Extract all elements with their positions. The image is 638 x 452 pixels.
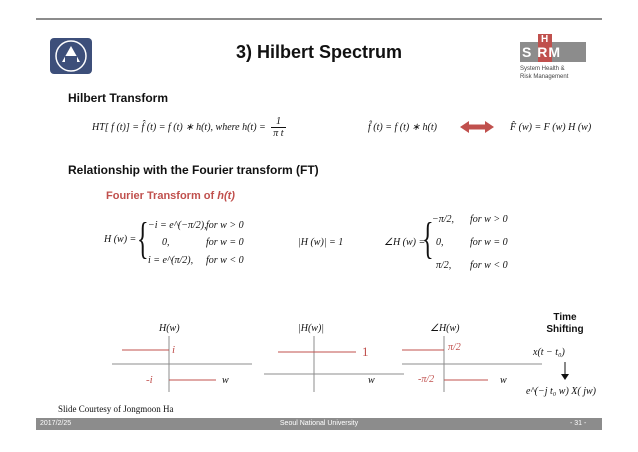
plot1-axis-label: w xyxy=(222,375,229,386)
plot3-upper-label: π/2 xyxy=(448,342,461,353)
Hw-brace: { xyxy=(137,214,149,263)
hilbert-frequency: F̂ (w) = F (w) H (w) xyxy=(510,122,592,133)
hilbert-eq1: HT[ f (t)] = f̂ (t) = f (t) ∗ h(t), where h(t) = xyxy=(92,121,266,133)
hilbert-definition xyxy=(92,116,286,139)
plot2-upper-label: 1 xyxy=(362,344,369,359)
angle-case-1-cond: for w > 0 xyxy=(470,214,508,225)
angle-case-3-expr: π/2, xyxy=(436,260,452,271)
fourier-subheading-prefix: Fourier Transform of xyxy=(106,190,218,202)
hilbert-fraction-den: π t xyxy=(273,128,284,139)
shrm-logo-badge: H xyxy=(541,34,549,45)
time-shifting-line1: Time xyxy=(553,312,577,323)
Hw-case-1-expr: −i = e^(−π/2), xyxy=(148,220,207,231)
plot3-axis-label: w xyxy=(500,375,507,386)
plot1-title: H(w) xyxy=(159,323,180,334)
magnitude-eq: |H (w)| = 1 xyxy=(298,237,344,248)
double-arrow-icon xyxy=(460,120,494,139)
hilbert-convolution: f̂ (t) = f (t) ∗ h(t) xyxy=(368,122,437,133)
angle-case-1-expr: −π/2, xyxy=(432,214,455,225)
hilbert-fraction-num: 1 xyxy=(271,116,285,128)
angle-case-2-expr: 0, xyxy=(436,237,444,248)
shrm-logo-letters: S RM xyxy=(522,44,561,60)
time-shifting-expr1: x(t − t₀) xyxy=(533,347,565,358)
fourier-heading: Relationship with the Fourier transform (FT) xyxy=(68,163,319,177)
plot3-figure xyxy=(402,336,542,401)
footer-date: 2017/2/25 xyxy=(40,420,72,427)
page-title: 3) Hilbert Spectrum xyxy=(235,42,403,62)
header-rule xyxy=(36,18,602,20)
Hw-lhs: H (w) = xyxy=(104,234,137,245)
hilbert-heading: Hilbert Transform xyxy=(68,91,169,105)
angle-lhs: ∠H (w) = xyxy=(384,237,426,248)
Hw-case-2-cond: for w = 0 xyxy=(206,237,244,248)
shrm-logo xyxy=(514,30,614,86)
fourier-subheading-var: h(t) xyxy=(217,190,235,202)
angle-case-3-cond: for w < 0 xyxy=(470,260,508,271)
hilbert-fraction xyxy=(271,116,285,139)
angle-brace: { xyxy=(422,214,434,263)
time-shifting-title xyxy=(540,312,590,336)
Hw-case-3-cond: for w < 0 xyxy=(206,255,244,266)
time-shifting-line2: Shifting xyxy=(546,324,584,335)
Hw-case-2-expr: 0, xyxy=(162,237,170,248)
plot2-figure xyxy=(264,336,404,401)
footer-university: Seoul National University xyxy=(279,420,359,427)
shrm-logo-line2: Risk Management xyxy=(520,74,569,80)
plot3-title: ∠H(w) xyxy=(430,323,460,334)
plot1-upper-label: i xyxy=(172,344,176,356)
Hw-case-1-cond: for w > 0 xyxy=(206,220,244,231)
plot1-figure xyxy=(112,336,252,401)
slide-credit: Slide Courtesy of Jongmoon Ha xyxy=(58,404,174,414)
time-shifting-expr2: e^(−j t₀ w) X( jw) xyxy=(526,386,596,397)
plot3-lower-label: -π/2 xyxy=(418,374,435,385)
fourier-subheading xyxy=(106,190,235,202)
Hw-case-3-expr: i = e^(π/2), xyxy=(148,255,194,266)
plot1-lower-label: -i xyxy=(146,374,153,386)
footer-page-number: - 31 - xyxy=(570,420,587,427)
angle-case-2-cond: for w = 0 xyxy=(470,237,508,248)
plot2-axis-label: w xyxy=(368,375,375,386)
plot2-title: |H(w)| xyxy=(298,323,325,334)
shrm-logo-line1: System Health & xyxy=(520,66,565,72)
down-arrow-icon xyxy=(561,362,569,385)
